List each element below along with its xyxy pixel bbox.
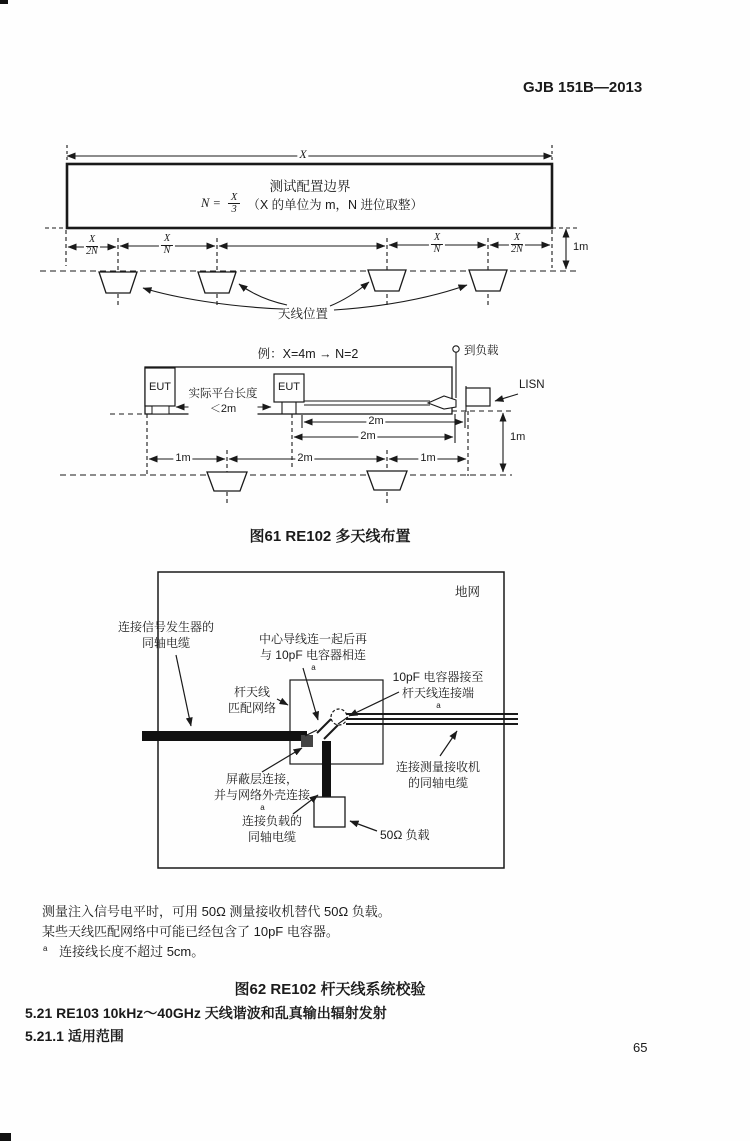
lisn-label: LISN — [519, 379, 545, 391]
boundary-title: 测试配置边界 — [269, 179, 351, 194]
antenna-position-label: 天线位置 — [277, 307, 329, 321]
note-2: 某些天线匹配网络中可能已经包含了 10pF 电容器。 — [42, 924, 339, 939]
dim-1m-vertical: 1m — [510, 431, 526, 443]
eut-box-2-label: EUT — [278, 381, 300, 393]
dim-1m-bottom-right: 1m — [420, 452, 436, 464]
fig61-caption: 图61 RE102 多天线布置 — [249, 528, 411, 545]
dim-x-over-2n-left: $\frac{X}{2N}$ — [84, 235, 100, 257]
doc-number: GJB 151B—2013 — [523, 79, 643, 96]
dim-x-over-2n-right: $\frac{X}{2N}$ — [509, 233, 525, 255]
section-5-21-1: 5.21.1 适用范围 — [25, 1028, 124, 1044]
center-wire-label: 中心导线连一起后再 与 10pF 电容器相连 $^a$ — [258, 632, 368, 673]
x-dimension-label: X — [299, 147, 307, 161]
platform-length-label: 实际平台长度 ＜2m — [188, 388, 258, 415]
dim-1m-right-top: 1m — [573, 241, 589, 253]
footnote-marker-a: a — [43, 943, 48, 953]
capacitor-to-rod-label: 10pF 电容器接至 杆天线连接端 $^a$ — [392, 670, 484, 711]
formula-fraction: $\frac{X}{3}$ — [226, 192, 242, 215]
dim-x-over-n-left: $\frac{X}{N}$ — [159, 234, 175, 256]
dim-2m-middle: 2m — [360, 430, 376, 442]
load-50ohm-label: 50Ω 负载 — [380, 828, 430, 842]
matching-network-label: 杆天线 匹配网络 — [227, 685, 277, 715]
note-3: $^a$ 连接线长度不超过 5cm。 — [43, 943, 205, 959]
example-title: 例：X=4m → N=2 — [257, 347, 359, 361]
note-1: 测量注入信号电平时，可用 50Ω 测量接收机替代 50Ω 负载。 — [42, 904, 391, 919]
section-5-21: 5.21 RE103 10kHz～40GHz 天线谐波和乱真输出辐射发射 — [25, 1005, 387, 1021]
footnote-marker-a: a — [436, 701, 441, 711]
fig62-caption: 图62 RE102 杆天线系统校验 — [234, 981, 426, 998]
formula-note: （X 的单位为 m，N 进位取整） — [247, 197, 424, 212]
dim-2m-upper: 2m — [368, 415, 384, 427]
formula-lhs: N = — [200, 196, 221, 211]
antenna-count-formula — [201, 192, 423, 215]
fig61-example-lineart — [60, 346, 518, 503]
load-cable-label: 连接负载的 同轴电缆 — [241, 814, 303, 844]
footnote-marker-a: a — [260, 803, 265, 813]
receiver-cable-label: 连接测量接收机 的同轴电缆 — [395, 760, 481, 790]
to-load-label: 到负载 — [464, 345, 499, 357]
signal-generator-cable-label: 连接信号发生器的 同轴电缆 — [117, 620, 215, 650]
fig61-top-lineart — [40, 145, 580, 310]
page-number: 65 — [633, 1040, 648, 1055]
shield-connection-label: 屏蔽层连接， 并与网络外壳连接 $^a$ — [213, 772, 311, 813]
dim-x-over-n-right: $\frac{X}{N}$ — [429, 233, 445, 255]
ground-plane-label: 地网 — [455, 585, 481, 599]
dim-1m-bottom-left: 1m — [175, 452, 191, 464]
eut-box-1-label: EUT — [149, 381, 171, 393]
fig62-lineart — [142, 572, 518, 868]
footnote-marker-a: a — [311, 663, 316, 673]
dim-2m-bottom: 2m — [297, 452, 313, 464]
